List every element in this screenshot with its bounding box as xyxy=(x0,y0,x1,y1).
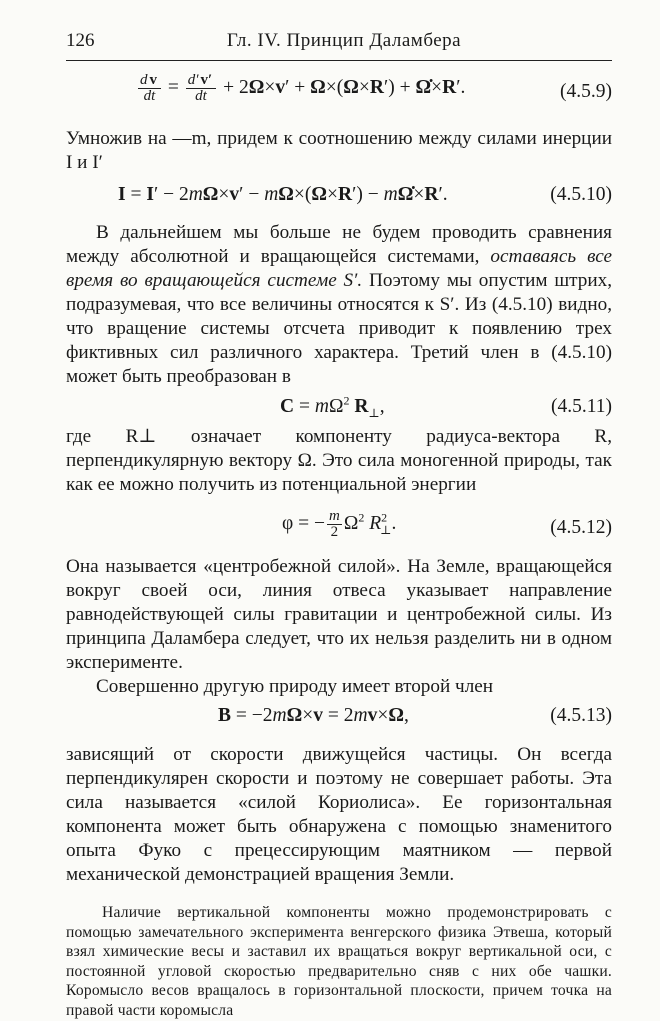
equation-formula: $\frac{\text{d v}}{dt}$ = $\frac{d' v'}{dt}$ + 2Ω×v′ + Ω×(Ω×R′) + Ω̇×R′. xyxy=(140,72,466,104)
page-number: 126 xyxy=(66,30,95,51)
paragraph-2-italic: оставаясь все время во вращающейся системе S′. xyxy=(66,246,612,291)
equation-number: (4.5.10) xyxy=(550,184,612,205)
paragraph-3: где R⊥ означает компоненту радиуса-вектора R, перпендикулярную вектору Ω. Это сила моногенной природы, так как ее можно получить из потенциальной энергии xyxy=(66,426,612,495)
equation-4-5-11 xyxy=(66,389,612,425)
equation-4-5-9 xyxy=(66,61,612,117)
equation-number: (4.5.11) xyxy=(550,396,612,417)
paragraph-2 xyxy=(66,221,612,389)
paragraph-2-b: Поэтому мы опустим штрих, подразумевая, что все величины относятся к S′. Из (4.5.10) видно, что вращение системы отсчета приводит к появлению трех фиктивных сил различного характера. Третий член в (4.5.10) может быть преобразован в xyxy=(66,270,612,387)
equation-number: (4.5.12) xyxy=(550,517,612,538)
paragraph-6: зависящий от скорости движущейся частицы. Он всегда перпендикулярен скорости и поэтому не совершает работы. Эта сила называется «силой Кориолиса». Ее горизонтальная компонента может быть обнаружена с помощью знаменитого опыта Фуко с прецессирующим маятником — первой механической демонстрацией вращения Земли. xyxy=(66,744,612,885)
running-title: Гл. IV. Принцип Даламбера xyxy=(226,30,462,51)
equation-4-5-10 xyxy=(66,175,612,215)
equation-formula: $C = m\Omega^2$ $R_\perp$, xyxy=(280,393,385,420)
equation-4-5-12 xyxy=(66,497,612,555)
book-page xyxy=(66,30,612,1021)
small-print-note: Наличие вертикальной компоненты можно продемонстрировать с помощью замечательного эксперимента венгерского физика Этвеша, который взял химические весы и заставил их вращаться вокруг вертикальной оси, с постоянной угловой скоростью предварительно сняв с них обе чашки. Коромысло весов вращалось в горизонтальной плоскости, причем точка на правой части коромысла xyxy=(66,904,612,1019)
equation-formula: φ = − $\frac{m}{2}$ $\Omega^2$ $R^2_\perp$. xyxy=(282,508,397,540)
paragraph-4: Она называется «центробежной силой». На Земле, вращающейся вокруг своей оси, линия отвеса указывает направление равнодействующей силы гравитации и центробежной силы. Из принципа Даламбера следует, что их нельзя разделить ни в одном эксперименте. xyxy=(66,556,612,673)
equation-number: (4.5.9) xyxy=(560,81,612,102)
equation-formula: B = −2mΩ×v = 2mv×Ω, xyxy=(218,705,409,726)
equation-4-5-13 xyxy=(66,699,612,737)
paragraph-2-a: В дальнейшем мы больше не будем проводить сравнения между абсолютной и вращающейся системами, xyxy=(66,222,612,267)
paragraph-5: Совершенно другую природу имеет второй член xyxy=(96,676,494,697)
paragraph-1: Умножив на —m, придем к соотношению между силами инерции I и I′ xyxy=(66,128,612,173)
equation-formula: I = I′ − 2mΩ×v′ − mΩ×(Ω×R′) − mΩ̇×R′. xyxy=(118,184,448,205)
page-header xyxy=(66,30,612,58)
equation-number: (4.5.13) xyxy=(550,705,612,726)
